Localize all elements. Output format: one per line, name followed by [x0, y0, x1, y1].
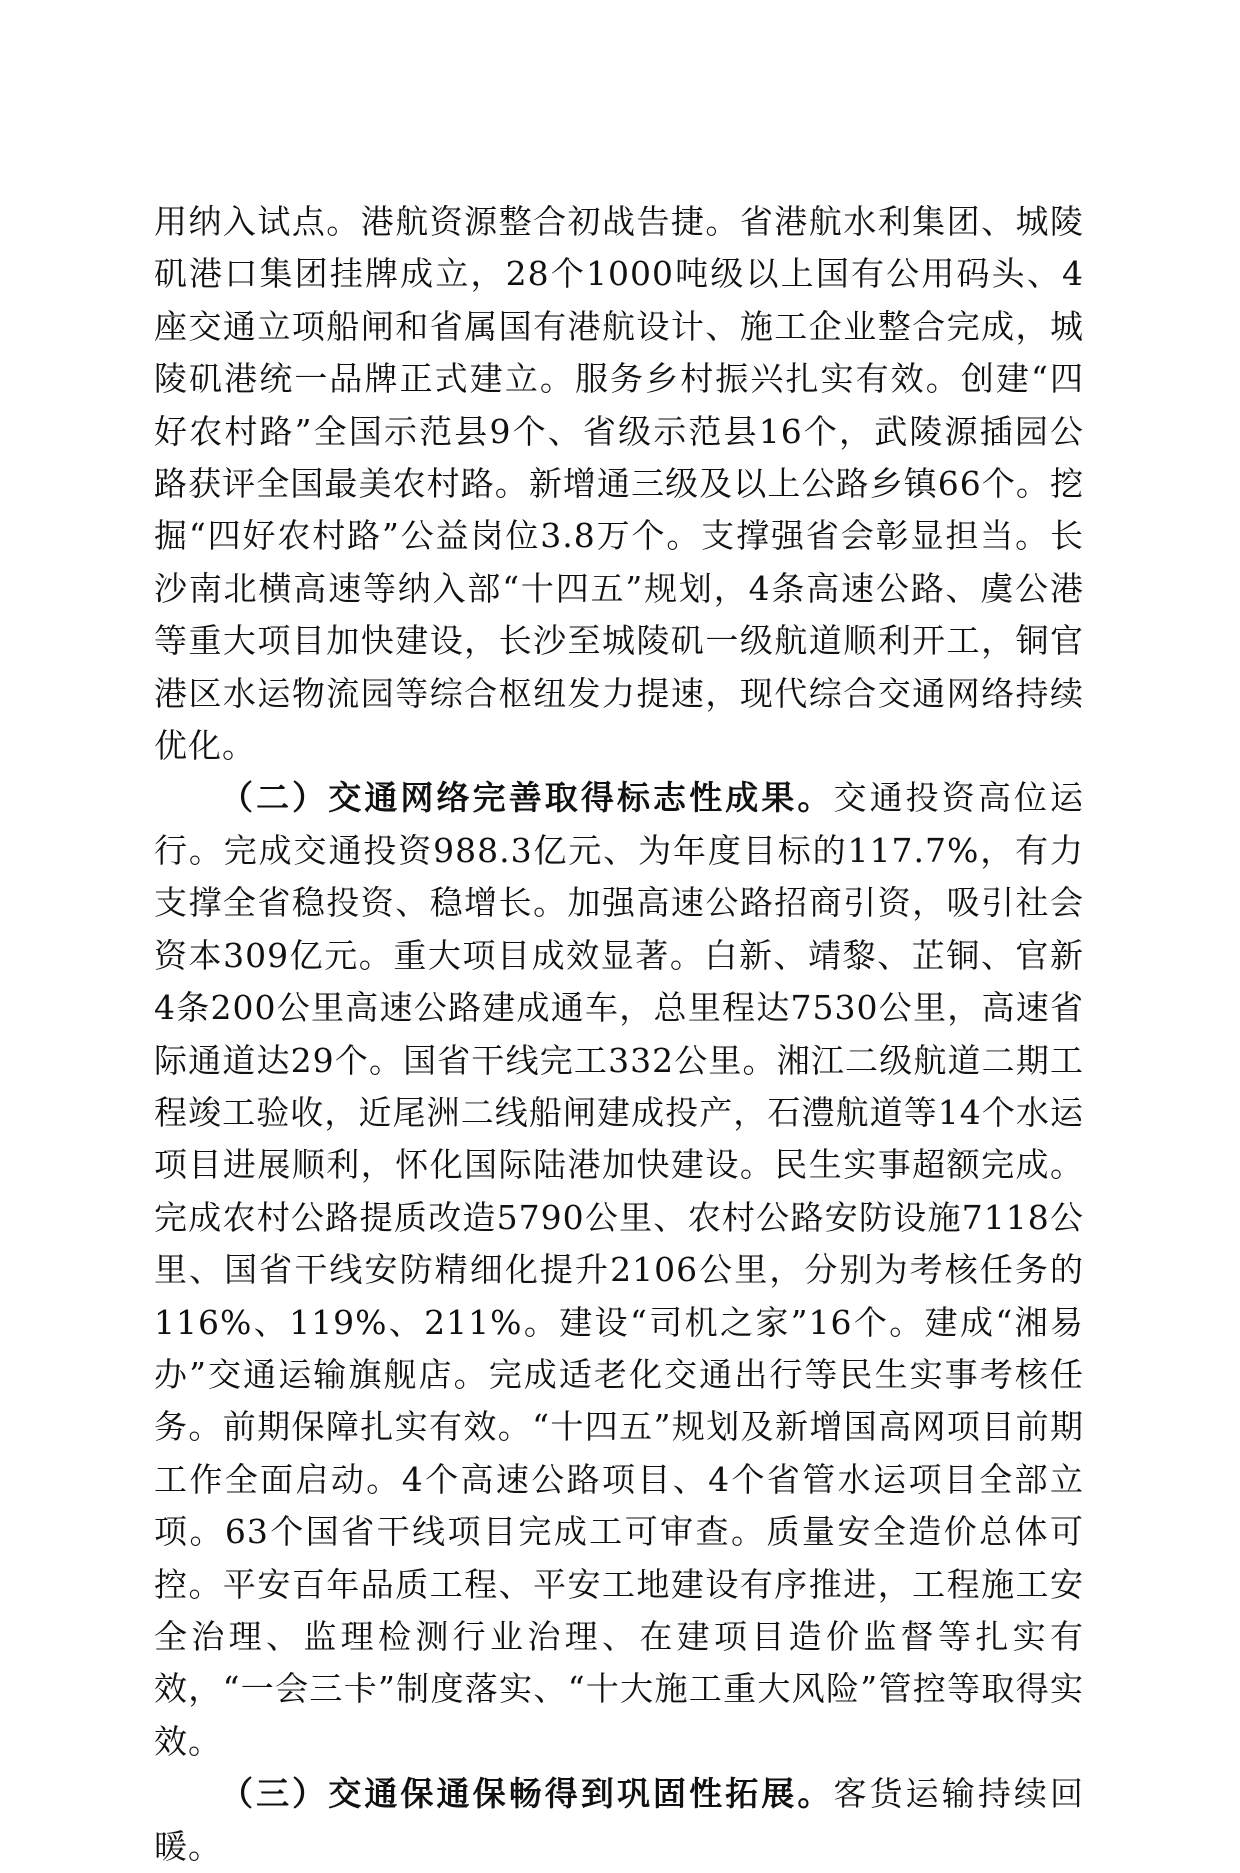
section-heading-3: （三）交通保通保畅得到巩固性拓展。 [220, 1774, 834, 1814]
paragraph-2 [154, 772, 1084, 1768]
paragraph-3 [154, 1768, 1084, 1873]
section-heading-2: （二）交通网络完善取得标志性成果。 [220, 778, 834, 818]
paragraph-2-text: 交通投资高位运行。完成交通投资988.3亿元、为年度目标的117.7%，有力支撑全省稳投资、稳增长。加强高速公路招商引资，吸引社会资本309亿元。重大项目成效显著。白新、靖黎、芷铜、官新4条200公里高速公路建成通车，总里程达7530公里，高速省际通道达29个。国省干线完工332公里。湘江二级航道二期工程竣工验收，近尾洲二线船闸建成投产，石澧航道等14个水运项目进展顺利，怀化国际陆港加快建设。民生实事超额完成。完成农村公路提质改造5790公里、农村公路安防设施7118公里、国省干线安防精细化提升2106公里，分别为考核任务的116%、119%、211%。建设“司机之家”16个。建成“湘易办”交通运输旗舰店。完成适老化交通出行等民生实事考核任务。前期保障扎实有效。“十四五”规划及新增国高网项目前期工作全面启动。4个高速公路项目、4个省管水运项目全部立项。63个国省干线项目完成工可审查。质量安全造价总体可控。平安百年品质工程、平安工地建设有序推进，工程施工安全治理、监理检测行业治理、在建项目造价监督等扎实有效，“一会三卡”制度落实、“十大施工重大风险”管控等取得实效。 [154, 778, 1085, 1761]
body-text [154, 196, 1084, 1873]
paragraph-1 [154, 196, 1084, 772]
paragraph-1-text: 用纳入试点。港航资源整合初战告捷。省港航水利集团、城陵矶港口集团挂牌成立，28个1000吨级以上国有公用码头、4座交通立项船闸和省属国有港航设计、施工企业整合完成，城陵矶港统一品牌正式建立。服务乡村振兴扎实有效。创建“四好农村路”全国示范县9个、省级示范县16个，武陵源插园公路获评全国最美农村路。新增通三级及以上公路乡镇66个。挖掘“四好农村路”公益岗位3.8万个。支撑强省会彰显担当。长沙南北横高速等纳入部“十四五”规划，4条高速公路、虞公港等重大项目加快建设，长沙至城陵矶一级航道顺利开工，铜官港区水运物流园等综合枢纽发力提速，现代综合交通网络持续优化。 [154, 202, 1084, 766]
paragraph-3-text: 客货运输持续回暖。 [154, 1774, 1085, 1866]
